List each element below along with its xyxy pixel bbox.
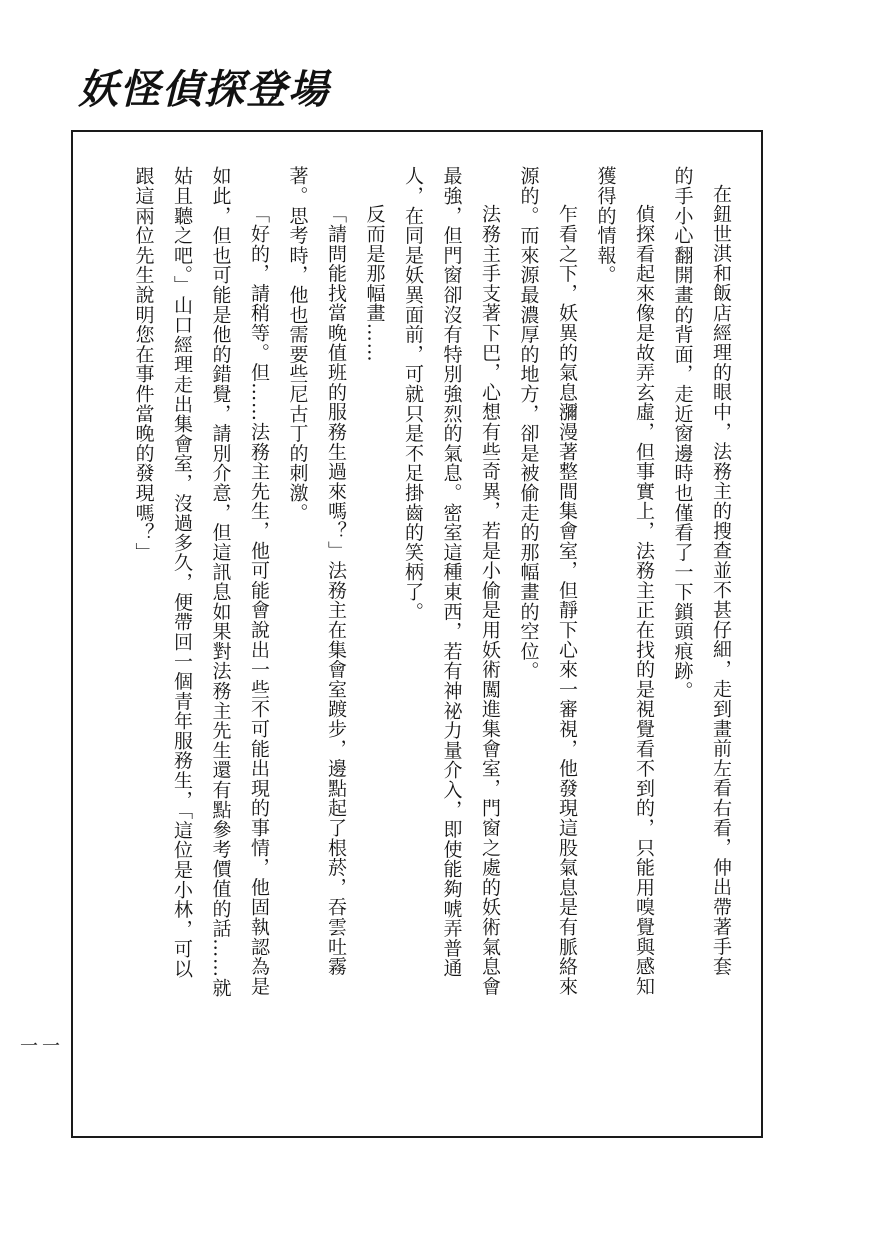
paragraph: 姑且聽之吧。」山口經理走出集會室，沒過多久，便帶回一個青年服務生，「這位是小林，可以 xyxy=(171,166,193,979)
paragraph: 跟這兩位先生說明您在事件當晚的發現嗎？」 xyxy=(132,166,155,562)
paragraph: 偵探看起來像是故弄玄虛，但事實上，法務主正在找的是視覺看不到的，只能用嗅覺與感知 xyxy=(633,204,655,996)
paragraph: 反而是那幅畫…… xyxy=(363,204,386,363)
paragraph: 獲得的情報。 xyxy=(594,166,617,285)
paragraph: 如此，但也可能是他的錯覺，請別介意，但這訊息如果對法務主先生還有點參考價值的話……就 xyxy=(209,166,232,998)
paragraph: 人，在同是妖異面前，可就只是不足掛齒的笑柄了。 xyxy=(402,166,424,622)
paragraph: 乍看之下，妖異的氣息瀰漫著整間集會室，但靜下心來一審視，他發現這股氣息是有脈絡來 xyxy=(556,204,578,996)
page-number: 一一 xyxy=(17,1036,60,1054)
vertical-text-body xyxy=(100,166,740,1096)
page-header-title: 妖怪偵探登場 xyxy=(78,66,330,113)
paragraph: 最強，但門窗卻沒有特別強烈的氣息。密室這種東西，若有神祕力量介入，即使能夠唬弄普通 xyxy=(440,166,463,978)
paragraph: 「好的，請稍等。但……法務主先生，他可能會說出一些不可能出現的事情，他固執認為是 xyxy=(248,204,270,996)
paragraph: 「請問能找當晚值班的服務生過來嗎？」法務主在集會室踱步，邊點起了根菸，吞雲吐霧 xyxy=(325,204,347,977)
paragraph: 源的。而來源最濃厚的地方，卻是被偷走的那幅畫的空位。 xyxy=(517,166,540,681)
paragraph: 的手小心翻開畫的背面，走近窗邊時也僅看了一下鎖頭痕跡。 xyxy=(671,166,694,701)
paragraph: 在鈕世淇和飯店經理的眼中，法務主的搜查並不甚仔細，走到畫前左看右看，伸出帶著手套 xyxy=(710,184,732,976)
paragraph: 著。思考時，他也需要些尼古丁的刺激。 xyxy=(286,166,309,523)
paragraph: 法務主手支著下巴，心想有些奇異，若是小偷是用妖術闖進集會室，門窗之處的妖術氣息會 xyxy=(479,204,501,996)
